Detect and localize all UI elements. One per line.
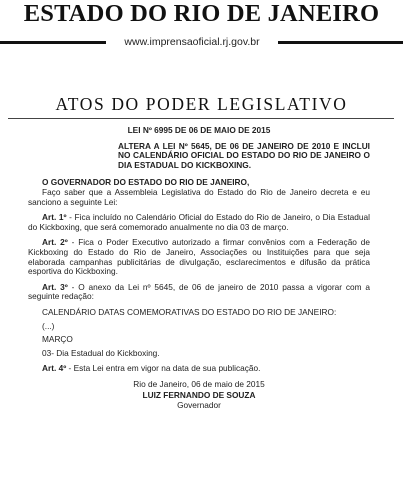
- annex-month: MARÇO: [42, 334, 73, 345]
- article-2: [28, 238, 370, 276]
- law-preamble: Faço saber que a Assembleia Legislativa do Estado do Rio de Janeiro decreta e eu sanciono a seguinte Lei:: [28, 186, 370, 207]
- article-3-text: - O anexo da Lei nº 5645, de 06 de janeiro de 2010 passa a vigorar com a seguinte redação:: [28, 281, 370, 302]
- governor-intro: O GOVERNADOR DO ESTADO DO RIO DE JANEIRO,: [42, 177, 250, 188]
- signer-name: LUIZ FERNANDO DE SOUZA: [142, 390, 256, 401]
- annex-title: CALENDÁRIO DATAS COMEMORATIVAS DO ESTADO DO RIO DE JANEIRO:: [42, 306, 337, 317]
- article-4-text: - Esta Lei entra em vigor na data de sua publicação.: [66, 363, 261, 374]
- masthead-url: www.imprensaoficial.rj.gov.br: [124, 36, 260, 48]
- article-1-text: - Fica incluído no Calendário Oficial do Estado do Rio de Janeiro, o Dia Estadual do Kickboxing, que será comemorado anualmente no dia 03 de março.: [28, 212, 370, 232]
- annex-entry: 03- Dia Estadual do Kickboxing.: [42, 347, 160, 358]
- section-divider: [8, 118, 394, 119]
- section-title: ATOS DO PODER LEGISLATIVO: [55, 94, 348, 114]
- article-2-label: Art. 2º: [42, 237, 68, 248]
- annex-ellipsis: (...): [42, 320, 55, 331]
- law-document: [28, 124, 370, 411]
- masthead-url-bar: [0, 35, 403, 49]
- article-1-label: Art. 1º: [42, 212, 67, 223]
- article-3-label: Art. 3º: [42, 281, 68, 292]
- url-rule-right: [278, 41, 403, 44]
- article-2-text: - Fica o Poder Executivo autorizado a firmar convênios com a Federação de Kickboxing do Estado do Rio de Janeiro, Associações ou Instituições para que seja elaborada campanhas publicitárias de divulgação, esclarecimentos e difusão da prática esportiva do Kickboxing.: [28, 237, 370, 277]
- masthead-title: ESTADO DO RIO DE JANEIRO: [23, 0, 380, 27]
- law-number: LEI Nº 6995 DE 06 DE MAIO DE 2015: [127, 125, 271, 135]
- article-4-label: Art. 4º: [42, 363, 67, 374]
- url-rule-left: [0, 41, 106, 44]
- signer-role: Governador: [177, 400, 221, 411]
- article-3: [28, 283, 370, 302]
- article-1: [28, 213, 370, 232]
- law-ementa: ALTERA A LEI Nº 5645, DE 06 DE JANEIRO DE 2010 E INCLUI NO CALENDÁRIO OFICIAL DO ESTADO DO RIO DE JANEIRO O DIA ESTADUAL DO KICKBOXING.: [118, 140, 370, 170]
- article-4: [28, 364, 370, 374]
- place-date: Rio de Janeiro, 06 de maio de 2015: [133, 378, 265, 389]
